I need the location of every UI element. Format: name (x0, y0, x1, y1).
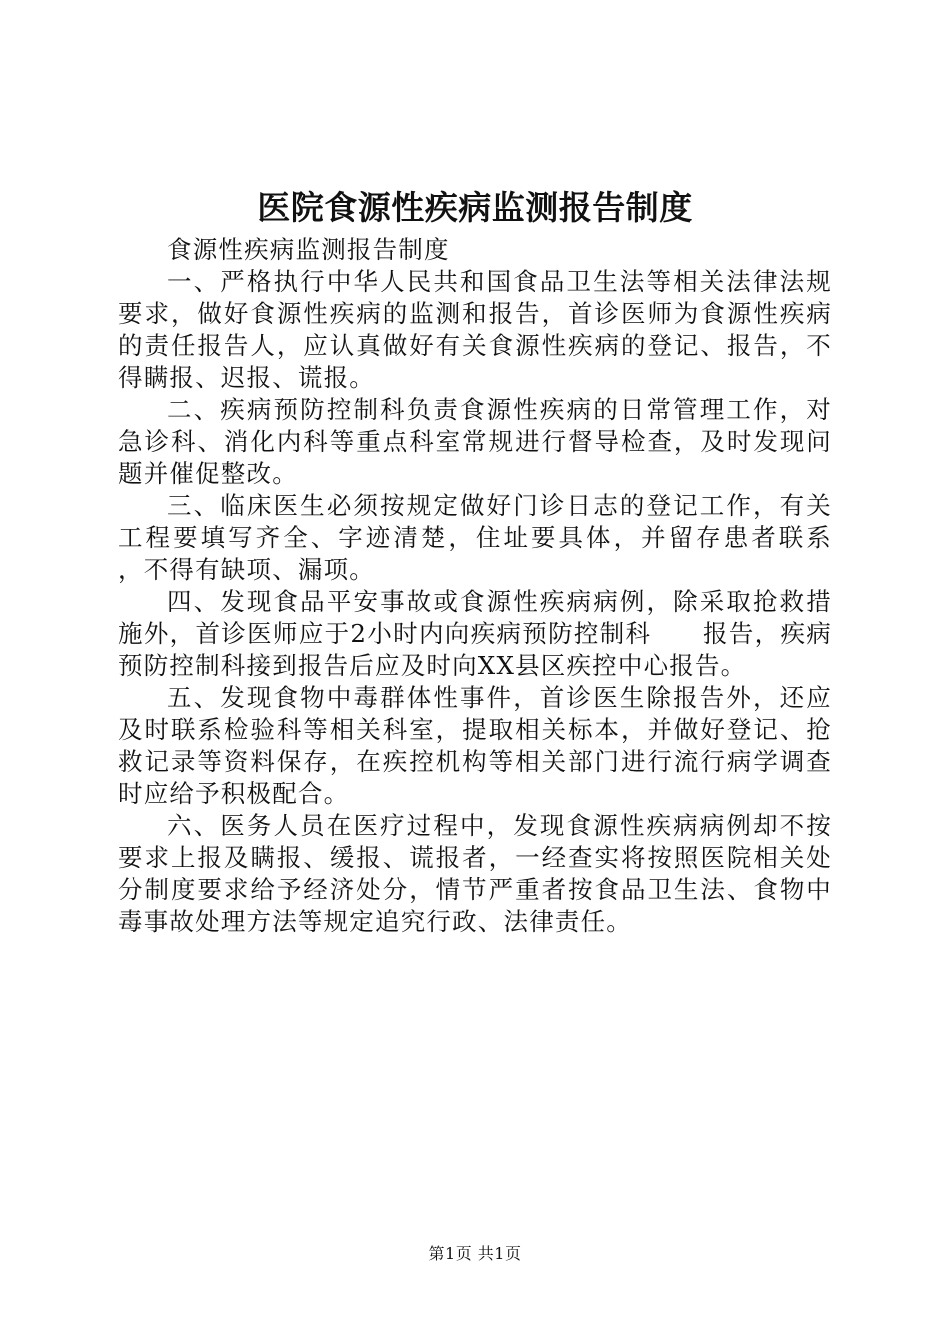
paragraph-3: 三、临床医生必须按规定做好门诊日志的登记工作，有关工程要填写齐全、字迹清楚，住址要具体，并留存患者联系 ，不得有缺项、漏项。 (118, 491, 884, 584)
paragraph-4: 四、发现食品平安事故或食源性疾病病例，除采取抢救措施外，首诊医师应于2小时内向疾病预防控制科 报告，疾病预防控制科接到报告后应及时向XX县区疾控中心报告。 (118, 587, 832, 680)
paragraph-1: 一、严格执行中华人民共和国食品卫生法等相关法律法规要求，做好食源性疾病的监测和报告，首诊医师为食源性疾病的责任报告人，应认真做好有关食源性疾病的登记、报告，不得瞒报、迟报、谎报。 (118, 267, 832, 392)
paragraph-2: 二、疾病预防控制科负责食源性疾病的日常管理工作，对急诊科、消化内科等重点科室常规进行督导检查，及时发现问题并催促整改。 (118, 395, 832, 488)
paragraph-5: 五、发现食物中毒群体性事件，首诊医生除报告外，还应及时联系检验科等相关科室，提取相关标本，并做好登记、抢救记录等资料保存，在疾控机构等相关部门进行流行病学调查时应给予积极配合。 (118, 683, 832, 808)
page-footer: 第1页 共1页 (428, 1244, 522, 1263)
document-body (118, 234, 884, 938)
paragraph-6: 六、医务人员在医疗过程中，发现食源性疾病病例却不按要求上报及瞒报、缓报、谎报者，一经查实将按照医院相关处分制度要求给予经济处分，情节严重者按食品卫生法、食物中毒事故处理方法等规定追究行政、法律责任。 (118, 811, 832, 936)
document-subtitle: 食源性疾病监测报告制度 (167, 235, 450, 264)
document-title: 医院食源性疾病监测报告制度 (257, 188, 693, 227)
